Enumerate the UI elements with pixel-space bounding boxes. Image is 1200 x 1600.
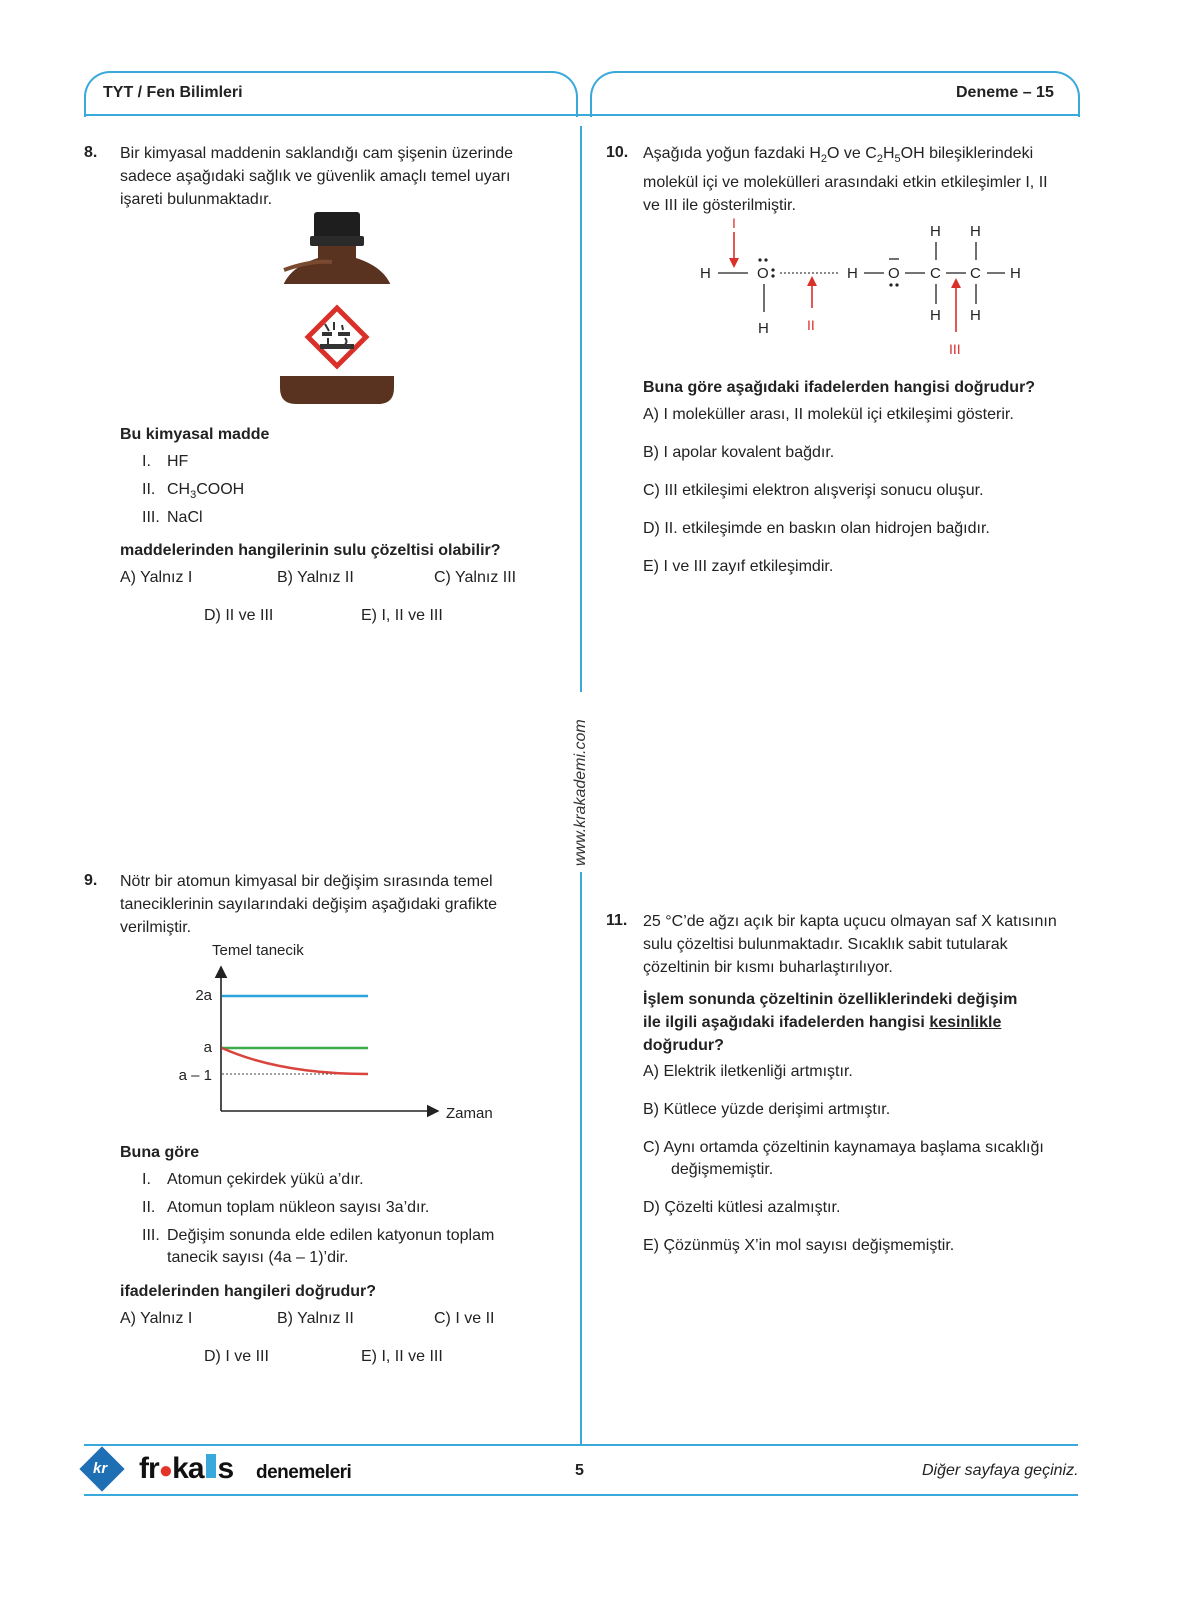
atom-c2: C xyxy=(970,265,981,282)
q9-lead: Buna göre xyxy=(120,1144,200,1161)
atom-o1: O xyxy=(757,265,769,282)
atom-h7: H xyxy=(930,307,941,324)
q9-text: Nötr bir atomun kimyasal bir değişim sırasında temel taneciklerinin sayılarındaki değişim aşağıdaki grafikte verilmiştir. xyxy=(120,873,498,936)
q9-question: ifadelerinden hangileri doğrudur? xyxy=(120,1283,377,1300)
label-i: I xyxy=(732,215,736,231)
q10-option-b[interactable]: B) I apolar kovalent bağdır. xyxy=(643,444,835,461)
q10-molecule-diagram xyxy=(690,212,1040,362)
q10-question: Buna göre aşağıdaki ifadelerden hangisi doğrudur? xyxy=(643,379,1036,396)
chart-series-red xyxy=(222,1048,368,1074)
atom-h2: H xyxy=(758,320,769,337)
next-page-note: Diğer sayfaya geçiniz. xyxy=(922,1462,1079,1479)
chart-xlabel: Zaman xyxy=(446,1105,493,1122)
q10-option-c[interactable]: C) III etkileşimi elektron alışverişi sonucu oluşur. xyxy=(643,482,984,499)
atom-h1: H xyxy=(700,265,711,282)
q10-option-d[interactable]: D) II. etkileşimde en baskın olan hidrojen bağıdır. xyxy=(643,520,990,537)
q8-option-a[interactable]: A) Yalnız I xyxy=(120,569,193,586)
q8-option-b[interactable]: B) Yalnız II xyxy=(277,569,354,586)
q9-chart xyxy=(160,935,520,1135)
q10-text: Aşağıda yoğun fazdaki $H_2O$ ve $C_2H_5OH$ bileşiklerindeki molekül içi ve molekülleri arasındaki etkin etkileşimler I, II ve III ile gösterilmiştir. xyxy=(643,145,1048,215)
q11-option-c-cont: değişmemiştir. xyxy=(671,1161,774,1178)
column-divider-top xyxy=(580,126,582,692)
q10-option-a[interactable]: A) I moleküller arası, II molekül içi etkileşimi gösterir. xyxy=(643,406,1014,423)
q11-option-a[interactable]: A) Elektrik iletkenliği artmıştır. xyxy=(643,1063,853,1080)
q8-option-c[interactable]: C) Yalnız III xyxy=(434,569,517,586)
q9-option-c[interactable]: C) I ve II xyxy=(434,1310,495,1327)
q11-question: İşlem sonunda çözeltinin özelliklerindeki değişim ile ilgili aşağıdaki ifadelerden hangisi kesinlikle doğrudur? xyxy=(643,991,1018,1054)
header-right-title: Deneme – 15 xyxy=(956,84,1054,101)
label-ii: II xyxy=(807,317,815,333)
atom-o2: O xyxy=(888,265,900,282)
atom-h5: H xyxy=(930,223,941,240)
q8-item-2: II. $CH_3COOH$ xyxy=(142,481,245,502)
q11-option-c[interactable]: C) Aynı ortamda çözeltinin kaynamaya başlama sıcaklığı xyxy=(643,1139,1044,1156)
header-left-title: TYT / Fen Bilimleri xyxy=(103,84,243,101)
q8-lead: Bu kimyasal madde xyxy=(120,426,270,443)
atom-h3: H xyxy=(847,265,858,282)
logo-word: fr●ka s xyxy=(139,1452,234,1485)
atom-h4: H xyxy=(1010,265,1021,282)
q8-item-3: III. NaCl xyxy=(142,509,203,526)
footer-top-line xyxy=(84,1444,1078,1446)
q9-number: 9. xyxy=(84,872,98,889)
q11-option-d[interactable]: D) Çözelti kütlesi azalmıştır. xyxy=(643,1199,841,1216)
chart-tick-a-minus-1: a – 1 xyxy=(178,1067,212,1084)
q10-number: 10. xyxy=(606,144,629,161)
frekans-logo xyxy=(84,1450,364,1490)
page-number: 5 xyxy=(575,1462,584,1479)
atom-c1: C xyxy=(930,265,941,282)
atom-h8: H xyxy=(970,307,981,324)
q11-option-b[interactable]: B) Kütlece yüzde derişimi artmıştır. xyxy=(643,1101,891,1118)
q9-option-e[interactable]: E) I, II ve III xyxy=(361,1348,443,1365)
q8-question: maddelerinden hangilerinin sulu çözeltisi olabilir? xyxy=(120,542,501,559)
q9-item-1: I. Atomun çekirdek yükü a’dır. xyxy=(142,1171,364,1188)
header-underline xyxy=(84,114,1078,116)
q8-text: Bir kimyasal maddenin saklandığı cam şişenin üzerinde sadece aşağıdaki sağlık ve güvenlik amaçlı temel uyarı işareti bulunmaktadır. xyxy=(120,145,514,208)
watermark: www.krakademi.com xyxy=(572,719,589,866)
label-iii: III xyxy=(949,341,961,357)
chart-tick-2a: 2a xyxy=(195,987,212,1004)
q9-option-d[interactable]: D) I ve III xyxy=(204,1348,269,1365)
q9-item-3: III. Değişim sonunda elde edilen katyonun toplam xyxy=(142,1227,495,1244)
q9-option-a[interactable]: A) Yalnız I xyxy=(120,1310,193,1327)
q8-option-e[interactable]: E) I, II ve III xyxy=(361,607,443,624)
q11-text: 25 °C’de ağzı açık bir kapta uçucu olmayan saf X katısının sulu çözeltisi bulunmaktadır. Sıcaklık sabit tutularak çözeltinin bir kısmı buharlaştırılıyor. xyxy=(643,913,1057,976)
q8-number: 8. xyxy=(84,144,98,161)
q9-item-2: II. Atomun toplam nükleon sayısı 3a’dır. xyxy=(142,1199,430,1216)
q8-item-1: I. HF xyxy=(142,453,189,470)
atom-h6: H xyxy=(970,223,981,240)
logo-sub: denemeleri xyxy=(256,1462,352,1483)
chart-ylabel: Temel tanecik xyxy=(212,942,304,959)
q10-option-e[interactable]: E) I ve III zayıf etkileşimdir. xyxy=(643,558,834,575)
q11-option-e[interactable]: E) Çözünmüş X’in mol sayısı değişmemiştir. xyxy=(643,1237,955,1254)
column-divider-bottom xyxy=(580,872,582,1444)
q9-item-3-cont: tanecik sayısı (4a – 1)’dir. xyxy=(167,1249,349,1266)
chemical-bottle-image xyxy=(272,210,402,410)
footer-bottom-line xyxy=(84,1494,1078,1496)
kr-badge-text: kr xyxy=(93,1460,108,1477)
q9-option-b[interactable]: B) Yalnız II xyxy=(277,1310,354,1327)
chart-tick-a: a xyxy=(203,1039,212,1056)
q8-option-d[interactable]: D) II ve III xyxy=(204,607,274,624)
q11-number: 11. xyxy=(606,912,628,929)
